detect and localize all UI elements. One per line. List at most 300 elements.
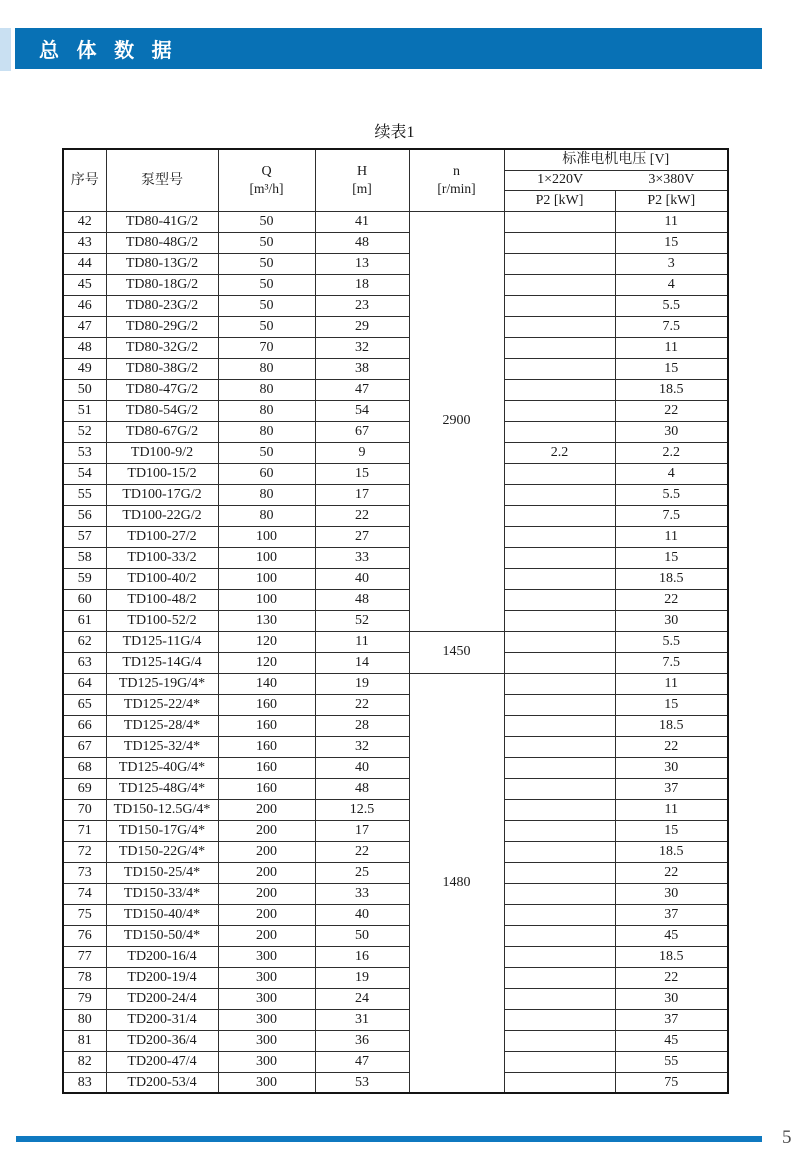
cell-head: 36 — [315, 1030, 409, 1051]
table-row — [63, 337, 728, 358]
cell-p2-220v — [504, 904, 615, 925]
cell-model: TD100-17G/2 — [106, 484, 218, 505]
cell-p2-380v: 5.5 — [615, 295, 728, 316]
cell-serial: 42 — [63, 211, 106, 232]
table-row — [63, 799, 728, 820]
cell-head: 48 — [315, 589, 409, 610]
cell-p2-380v: 30 — [615, 757, 728, 778]
cell-flow: 300 — [218, 946, 315, 967]
cell-serial: 76 — [63, 925, 106, 946]
cell-serial: 63 — [63, 652, 106, 673]
cell-model: TD150-12.5G/4* — [106, 799, 218, 820]
cell-p2-220v: 2.2 — [504, 442, 615, 463]
cell-head: 17 — [315, 484, 409, 505]
pump-data-table — [62, 148, 729, 1094]
cell-head: 31 — [315, 1009, 409, 1030]
table-row — [63, 631, 728, 652]
cell-p2-220v — [504, 400, 615, 421]
cell-model: TD80-38G/2 — [106, 358, 218, 379]
cell-model: TD100-52/2 — [106, 610, 218, 631]
table-row — [63, 988, 728, 1009]
cell-flow: 80 — [218, 421, 315, 442]
cell-flow: 50 — [218, 442, 315, 463]
cell-flow: 50 — [218, 232, 315, 253]
cell-speed: 1480 — [409, 673, 504, 1093]
cell-serial: 64 — [63, 673, 106, 694]
cell-head: 32 — [315, 736, 409, 757]
cell-p2-220v — [504, 589, 615, 610]
cell-p2-380v: 7.5 — [615, 316, 728, 337]
cell-model: TD200-31/4 — [106, 1009, 218, 1030]
header-voltage-220: 1×220V — [537, 172, 584, 188]
cell-model: TD200-19/4 — [106, 967, 218, 988]
table-row — [63, 610, 728, 631]
cell-p2-220v — [504, 694, 615, 715]
cell-model: TD125-40G/4* — [106, 757, 218, 778]
table-row — [63, 652, 728, 673]
cell-serial: 47 — [63, 316, 106, 337]
cell-serial: 78 — [63, 967, 106, 988]
header-q-unit: [m³/h] — [249, 180, 284, 196]
cell-p2-380v: 15 — [615, 232, 728, 253]
cell-p2-380v: 3 — [615, 253, 728, 274]
cell-flow: 300 — [218, 1072, 315, 1093]
cell-model: TD150-22G/4* — [106, 841, 218, 862]
section-title: 总 体 数 据 — [39, 40, 178, 62]
cell-head: 19 — [315, 967, 409, 988]
cell-speed: 2900 — [409, 211, 504, 631]
cell-head: 53 — [315, 1072, 409, 1093]
cell-p2-380v: 2.2 — [615, 442, 728, 463]
table-row — [63, 1072, 728, 1093]
cell-head: 13 — [315, 253, 409, 274]
table-row — [63, 295, 728, 316]
table-row — [63, 673, 728, 694]
cell-p2-380v: 11 — [615, 526, 728, 547]
cell-p2-220v — [504, 211, 615, 232]
cell-head: 41 — [315, 211, 409, 232]
cell-p2-380v: 30 — [615, 988, 728, 1009]
cell-flow: 50 — [218, 316, 315, 337]
cell-serial: 59 — [63, 568, 106, 589]
cell-p2-380v: 30 — [615, 883, 728, 904]
header-h — [315, 149, 409, 211]
cell-p2-220v — [504, 757, 615, 778]
table-row — [63, 316, 728, 337]
cell-model: TD80-41G/2 — [106, 211, 218, 232]
cell-head: 11 — [315, 631, 409, 652]
cell-serial: 43 — [63, 232, 106, 253]
cell-head: 14 — [315, 652, 409, 673]
header-q — [218, 149, 315, 211]
cell-p2-380v: 11 — [615, 673, 728, 694]
cell-flow: 100 — [218, 526, 315, 547]
cell-p2-380v: 15 — [615, 694, 728, 715]
cell-serial: 73 — [63, 862, 106, 883]
cell-head: 12.5 — [315, 799, 409, 820]
table-row — [63, 1009, 728, 1030]
cell-head: 23 — [315, 295, 409, 316]
cell-model: TD100-27/2 — [106, 526, 218, 547]
table-row — [63, 904, 728, 925]
table-row — [63, 358, 728, 379]
cell-model: TD150-33/4* — [106, 883, 218, 904]
cell-p2-380v: 5.5 — [615, 631, 728, 652]
cell-serial: 83 — [63, 1072, 106, 1093]
cell-p2-220v — [504, 988, 615, 1009]
cell-head: 19 — [315, 673, 409, 694]
cell-p2-380v: 30 — [615, 610, 728, 631]
cell-flow: 50 — [218, 295, 315, 316]
cell-flow: 200 — [218, 820, 315, 841]
cell-flow: 160 — [218, 778, 315, 799]
header-h-symbol: H — [356, 164, 368, 180]
cell-flow: 300 — [218, 1051, 315, 1072]
cell-p2-220v — [504, 526, 615, 547]
cell-flow: 80 — [218, 400, 315, 421]
header-n — [409, 149, 504, 211]
header-model: 泵型号 — [106, 149, 218, 211]
cell-flow: 160 — [218, 757, 315, 778]
cell-p2-380v: 11 — [615, 337, 728, 358]
cell-model: TD80-48G/2 — [106, 232, 218, 253]
cell-head: 29 — [315, 316, 409, 337]
cell-head: 33 — [315, 883, 409, 904]
cell-p2-220v — [504, 253, 615, 274]
cell-p2-220v — [504, 274, 615, 295]
cell-head: 9 — [315, 442, 409, 463]
table-row — [63, 862, 728, 883]
cell-flow: 200 — [218, 799, 315, 820]
cell-flow: 140 — [218, 673, 315, 694]
table-row — [63, 232, 728, 253]
cell-model: TD80-54G/2 — [106, 400, 218, 421]
cell-model: TD100-22G/2 — [106, 505, 218, 526]
table-row — [63, 883, 728, 904]
cell-model: TD100-48/2 — [106, 589, 218, 610]
cell-serial: 44 — [63, 253, 106, 274]
cell-p2-380v: 22 — [615, 736, 728, 757]
cell-head: 67 — [315, 421, 409, 442]
cell-p2-220v — [504, 295, 615, 316]
table-row — [63, 547, 728, 568]
table-row — [63, 421, 728, 442]
cell-serial: 53 — [63, 442, 106, 463]
table-row — [63, 442, 728, 463]
cell-flow: 80 — [218, 505, 315, 526]
table-row — [63, 400, 728, 421]
cell-serial: 66 — [63, 715, 106, 736]
cell-model: TD125-22/4* — [106, 694, 218, 715]
table-row — [63, 379, 728, 400]
cell-serial: 57 — [63, 526, 106, 547]
cell-p2-380v: 37 — [615, 778, 728, 799]
cell-head: 16 — [315, 946, 409, 967]
cell-serial: 46 — [63, 295, 106, 316]
cell-flow: 100 — [218, 568, 315, 589]
table-header — [63, 149, 728, 211]
table-row — [63, 274, 728, 295]
cell-serial: 69 — [63, 778, 106, 799]
cell-serial: 74 — [63, 883, 106, 904]
cell-p2-380v: 75 — [615, 1072, 728, 1093]
cell-p2-380v: 45 — [615, 1030, 728, 1051]
header-p2-380: P2 [kW] — [615, 190, 728, 211]
cell-flow: 80 — [218, 484, 315, 505]
cell-head: 28 — [315, 715, 409, 736]
cell-p2-220v — [504, 841, 615, 862]
cell-p2-380v: 18.5 — [615, 379, 728, 400]
cell-p2-220v — [504, 736, 615, 757]
table-row — [63, 946, 728, 967]
cell-flow: 300 — [218, 1030, 315, 1051]
header-voltage-380: 3×380V — [648, 172, 695, 188]
cell-flow: 160 — [218, 736, 315, 757]
cell-p2-220v — [504, 316, 615, 337]
cell-model: TD200-53/4 — [106, 1072, 218, 1093]
cell-serial: 75 — [63, 904, 106, 925]
cell-p2-380v: 4 — [615, 274, 728, 295]
cell-serial: 71 — [63, 820, 106, 841]
cell-model: TD200-16/4 — [106, 946, 218, 967]
cell-model: TD80-47G/2 — [106, 379, 218, 400]
cell-serial: 61 — [63, 610, 106, 631]
cell-model: TD150-40/4* — [106, 904, 218, 925]
cell-head: 15 — [315, 463, 409, 484]
cell-serial: 45 — [63, 274, 106, 295]
cell-p2-220v — [504, 1030, 615, 1051]
cell-p2-380v: 55 — [615, 1051, 728, 1072]
cell-p2-220v — [504, 862, 615, 883]
cell-flow: 200 — [218, 841, 315, 862]
cell-head: 22 — [315, 505, 409, 526]
cell-model: TD200-47/4 — [106, 1051, 218, 1072]
table-row — [63, 589, 728, 610]
cell-p2-220v — [504, 778, 615, 799]
cell-model: TD125-19G/4* — [106, 673, 218, 694]
header-voltage-values — [504, 170, 728, 190]
cell-p2-220v — [504, 631, 615, 652]
cell-model: TD100-40/2 — [106, 568, 218, 589]
cell-head: 50 — [315, 925, 409, 946]
cell-p2-380v: 15 — [615, 358, 728, 379]
cell-p2-220v — [504, 715, 615, 736]
cell-serial: 82 — [63, 1051, 106, 1072]
cell-flow: 130 — [218, 610, 315, 631]
cell-model: TD80-32G/2 — [106, 337, 218, 358]
cell-model: TD125-28/4* — [106, 715, 218, 736]
cell-head: 17 — [315, 820, 409, 841]
table-row — [63, 778, 728, 799]
cell-model: TD125-14G/4 — [106, 652, 218, 673]
table-row — [63, 925, 728, 946]
cell-p2-220v — [504, 463, 615, 484]
table-row — [63, 820, 728, 841]
cell-flow: 50 — [218, 253, 315, 274]
cell-p2-380v: 18.5 — [615, 715, 728, 736]
table-row — [63, 841, 728, 862]
cell-head: 47 — [315, 1051, 409, 1072]
cell-p2-220v — [504, 484, 615, 505]
cell-serial: 62 — [63, 631, 106, 652]
cell-flow: 200 — [218, 862, 315, 883]
table-row — [63, 694, 728, 715]
cell-flow: 200 — [218, 883, 315, 904]
cell-p2-220v — [504, 547, 615, 568]
cell-flow: 80 — [218, 358, 315, 379]
cell-p2-220v — [504, 505, 615, 526]
cell-serial: 51 — [63, 400, 106, 421]
cell-flow: 80 — [218, 379, 315, 400]
cell-head: 38 — [315, 358, 409, 379]
header-q-symbol: Q — [261, 164, 272, 180]
cell-serial: 79 — [63, 988, 106, 1009]
page-edge-shade — [0, 28, 11, 71]
cell-p2-220v — [504, 652, 615, 673]
cell-flow: 70 — [218, 337, 315, 358]
cell-head: 48 — [315, 232, 409, 253]
cell-p2-380v: 22 — [615, 862, 728, 883]
cell-flow: 50 — [218, 274, 315, 295]
cell-model: TD80-67G/2 — [106, 421, 218, 442]
cell-p2-220v — [504, 337, 615, 358]
cell-p2-220v — [504, 568, 615, 589]
cell-serial: 49 — [63, 358, 106, 379]
cell-p2-220v — [504, 1051, 615, 1072]
cell-flow: 300 — [218, 988, 315, 1009]
table-row — [63, 1030, 728, 1051]
cell-p2-380v: 4 — [615, 463, 728, 484]
table-row — [63, 715, 728, 736]
cell-p2-380v: 7.5 — [615, 652, 728, 673]
table-row — [63, 736, 728, 757]
cell-p2-380v: 37 — [615, 1009, 728, 1030]
section-banner — [15, 28, 762, 69]
cell-head: 32 — [315, 337, 409, 358]
header-n-symbol: n — [453, 164, 460, 180]
cell-serial: 48 — [63, 337, 106, 358]
header-p2-220: P2 [kW] — [504, 190, 615, 211]
cell-head: 40 — [315, 568, 409, 589]
cell-model: TD150-25/4* — [106, 862, 218, 883]
header-voltage-group: 标准电机电压 [V] — [504, 149, 728, 170]
cell-p2-220v — [504, 673, 615, 694]
cell-p2-380v: 45 — [615, 925, 728, 946]
cell-p2-380v: 18.5 — [615, 841, 728, 862]
cell-model: TD150-17G/4* — [106, 820, 218, 841]
cell-p2-220v — [504, 358, 615, 379]
cell-p2-220v — [504, 1072, 615, 1093]
cell-serial: 70 — [63, 799, 106, 820]
cell-head: 33 — [315, 547, 409, 568]
cell-serial: 56 — [63, 505, 106, 526]
cell-serial: 80 — [63, 1009, 106, 1030]
cell-p2-220v — [504, 967, 615, 988]
cell-head: 22 — [315, 694, 409, 715]
cell-p2-380v: 5.5 — [615, 484, 728, 505]
cell-serial: 67 — [63, 736, 106, 757]
cell-p2-220v — [504, 421, 615, 442]
cell-flow: 300 — [218, 967, 315, 988]
cell-p2-220v — [504, 883, 615, 904]
cell-model: TD80-18G/2 — [106, 274, 218, 295]
cell-serial: 81 — [63, 1030, 106, 1051]
cell-serial: 58 — [63, 547, 106, 568]
cell-model: TD150-50/4* — [106, 925, 218, 946]
table-row — [63, 757, 728, 778]
cell-flow: 160 — [218, 694, 315, 715]
header-no: 序号 — [63, 149, 106, 211]
cell-flow: 200 — [218, 925, 315, 946]
table-row — [63, 568, 728, 589]
cell-model: TD200-24/4 — [106, 988, 218, 1009]
cell-p2-380v: 7.5 — [615, 505, 728, 526]
table-row — [63, 484, 728, 505]
cell-p2-220v — [504, 232, 615, 253]
cell-serial: 77 — [63, 946, 106, 967]
cell-p2-220v — [504, 799, 615, 820]
cell-flow: 100 — [218, 589, 315, 610]
cell-head: 40 — [315, 757, 409, 778]
cell-model: TD200-36/4 — [106, 1030, 218, 1051]
table-row — [63, 463, 728, 484]
cell-speed: 1450 — [409, 631, 504, 673]
cell-p2-380v: 30 — [615, 421, 728, 442]
cell-flow: 200 — [218, 904, 315, 925]
cell-p2-220v — [504, 1009, 615, 1030]
footer-rule — [16, 1136, 762, 1142]
cell-head: 48 — [315, 778, 409, 799]
page-number: 5 — [782, 1127, 792, 1148]
table-row — [63, 526, 728, 547]
cell-serial: 68 — [63, 757, 106, 778]
cell-flow: 160 — [218, 715, 315, 736]
cell-serial: 55 — [63, 484, 106, 505]
cell-p2-380v: 18.5 — [615, 946, 728, 967]
cell-head: 22 — [315, 841, 409, 862]
cell-serial: 72 — [63, 841, 106, 862]
cell-p2-220v — [504, 946, 615, 967]
cell-p2-220v — [504, 925, 615, 946]
cell-model: TD100-9/2 — [106, 442, 218, 463]
cell-flow: 120 — [218, 652, 315, 673]
cell-head: 24 — [315, 988, 409, 1009]
cell-serial: 50 — [63, 379, 106, 400]
cell-model: TD125-48G/4* — [106, 778, 218, 799]
cell-serial: 52 — [63, 421, 106, 442]
cell-head: 18 — [315, 274, 409, 295]
cell-model: TD100-33/2 — [106, 547, 218, 568]
cell-p2-220v — [504, 610, 615, 631]
header-h-unit: [m] — [352, 180, 372, 196]
cell-model: TD125-11G/4 — [106, 631, 218, 652]
cell-flow: 60 — [218, 463, 315, 484]
cell-serial: 54 — [63, 463, 106, 484]
table-row — [63, 1051, 728, 1072]
cell-p2-380v: 15 — [615, 820, 728, 841]
cell-p2-380v: 11 — [615, 211, 728, 232]
table-row — [63, 253, 728, 274]
cell-model: TD100-15/2 — [106, 463, 218, 484]
cell-head: 40 — [315, 904, 409, 925]
cell-head: 52 — [315, 610, 409, 631]
table-row — [63, 505, 728, 526]
cell-head: 54 — [315, 400, 409, 421]
cell-model: TD80-29G/2 — [106, 316, 218, 337]
cell-flow: 100 — [218, 547, 315, 568]
cell-serial: 60 — [63, 589, 106, 610]
cell-model: TD80-23G/2 — [106, 295, 218, 316]
